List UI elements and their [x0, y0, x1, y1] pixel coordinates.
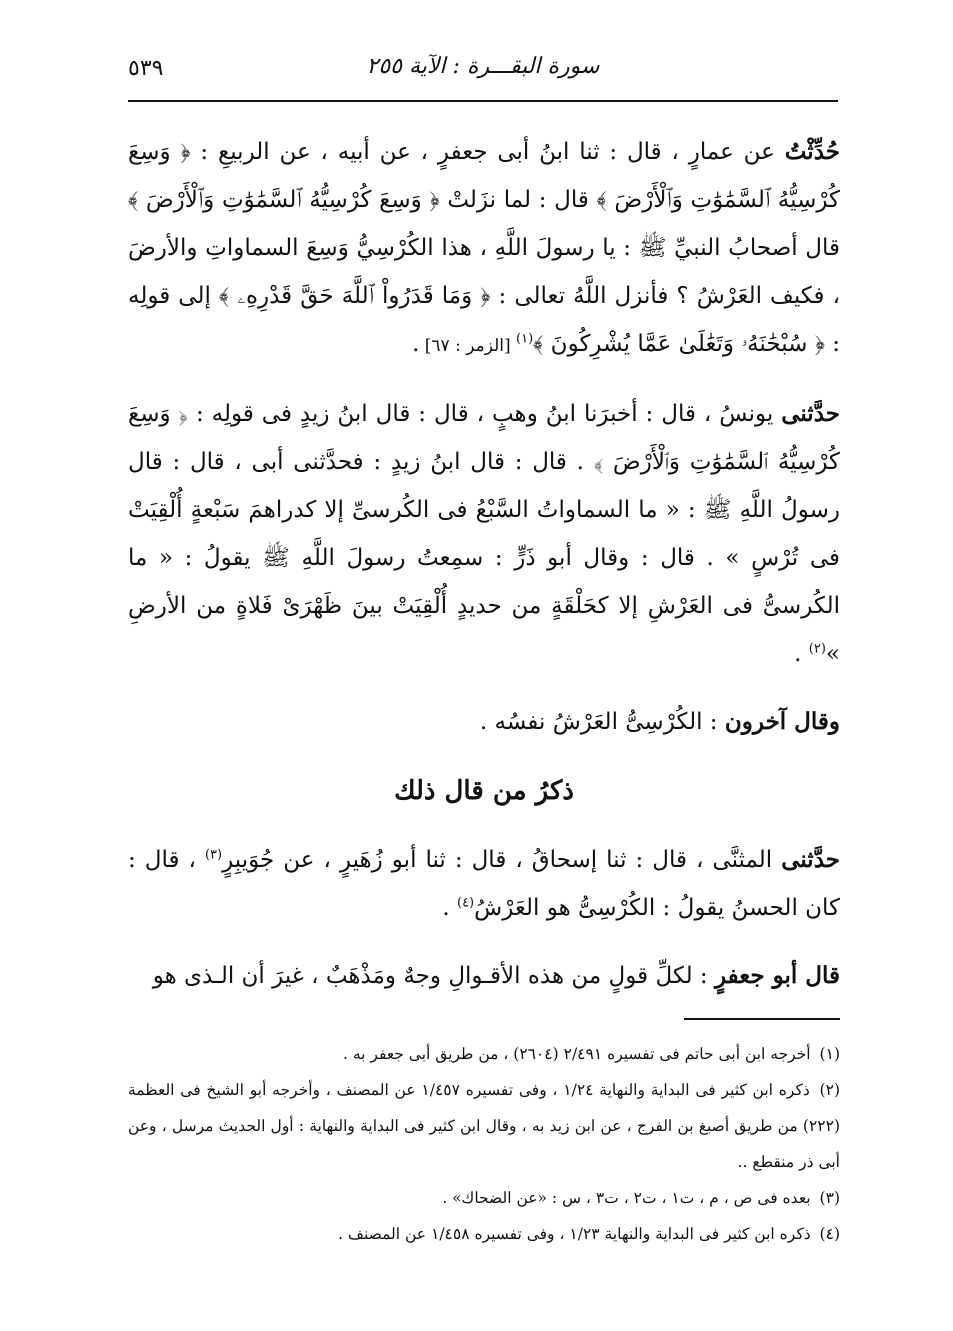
- footnote-number: (٤): [819, 1225, 840, 1243]
- paragraph-text: قال أصحابُ النبيِّ ﷺ : يا رسولَ اللَّهِ ، هذا الكُرْسِيُّ وَسِعَ السماواتِ والأرضَ ، فكيف العَرْشُ ؟ فأنزل اللَّهُ تعالى :: [128, 235, 840, 309]
- main-text: [128, 128, 840, 1020]
- quran-verse: ﴿ وَسِعَ كُرْسِيُّهُ ٱلسَّمَٰوَٰتِ وَٱلْأَرْضَ ﴾: [128, 139, 840, 213]
- footnote-text: ذكره ابن كثير فى البداية والنهاية ١/٢٣ ، وفى تفسيره ١/٤٥٨ عن المصنف .: [338, 1225, 811, 1243]
- paragraph-text: . قال : قال ابنُ زيدٍ : فحدَّثنى أبى ، قال : قال رسولُ اللَّهِ ﷺ : « ما السماواتُ السَّبْعُ فى الكُرسىِّ إلا كدراهمَ سَبْعةٍ أُلْقِيَتْ فى تُرْسٍ » . قال : وقال أبو ذَرٍّ : سمِعتُ رسولَ اللَّهِ ﷺ يقولُ : « ما الكُرسىُّ فى العَرْشِ إلا كحَلْقَةٍ من حديدٍ أُلْقِيَتْ بينَ ظَهْرَىْ فَلاةٍ من الأرضِ »: [128, 449, 840, 667]
- footnote-number: (٢): [819, 1081, 840, 1099]
- paragraph-text: المثنَّى ، قال : ثنا إسحاقُ ، قال : ثنا أبو زُهَيرٍ ، عن جُوَيبِرٍ: [222, 847, 782, 873]
- paragraph-lead: حُدِّثْتُ: [784, 138, 840, 165]
- quran-verse: ﴿ وَسِعَ كُرْسِيُّهُ ٱلسَّمَٰوَٰتِ وَٱلْأَرْضَ ﴾: [128, 187, 440, 213]
- footnote: [128, 1036, 840, 1072]
- footnote-divider: [684, 1018, 840, 1020]
- paragraph-4: [128, 836, 840, 932]
- page-header: [128, 52, 838, 92]
- paragraph-3: [128, 698, 840, 746]
- footnote-marker: (٤): [456, 895, 475, 911]
- surah-citation: [الزمر : ٦٧]: [419, 336, 517, 356]
- footnote: [128, 1216, 840, 1252]
- footnotes: [128, 1036, 840, 1252]
- footnote-marker: (١): [516, 331, 534, 347]
- paragraph-text: إلى قولِه :: [128, 283, 840, 357]
- paragraph-5: [128, 952, 840, 1000]
- footnote-number: (٣): [819, 1189, 840, 1207]
- paragraph-1: [128, 128, 840, 370]
- footnote: [128, 1180, 840, 1216]
- quran-verse: ﴿ سُبْحَٰنَهُۥ وَتَعَٰلَىٰ عَمَّا يُشْرِكُونَ ﴾: [533, 331, 825, 357]
- paragraph-text: .: [412, 331, 420, 357]
- paragraph-lead: حدَّثنى: [781, 846, 840, 873]
- running-title: سورة البقـــرة : الآية ٢٥٥: [366, 54, 600, 79]
- paragraph-text: : لكلِّ قولٍ من هذه الأقـوالِ وجهٌ ومَذْهَبٌ ، غيرَ أن الـذى هو: [152, 963, 715, 989]
- footnote-marker: (٣): [204, 847, 223, 863]
- paragraph-lead: وقال آخرون: [724, 708, 840, 735]
- paragraph-text: ، قال : كان الحسنُ يقولُ : الكُرْسِىُّ هو العَرْشُ: [128, 847, 840, 921]
- paragraph-text: عن عمارٍ ، قال : ثنا ابنُ أبى جعفرٍ ، عن أبيه ، عن الربيعِ :: [190, 139, 785, 165]
- quran-verse: ﴿ وَمَا قَدَرُواْ ٱللَّهَ حَقَّ قَدْرِهِۦ ﴾: [218, 283, 491, 309]
- paragraph-text: .: [442, 895, 457, 921]
- paragraph-lead: قال أبو جعفرٍ: [714, 962, 840, 989]
- quran-verse: ﴿ وَسِعَ كُرْسِيُّهُ ٱلسَّمَٰوَٰتِ وَٱلْأَرْضَ ﴾: [128, 401, 840, 475]
- footnote: [128, 1072, 840, 1180]
- footnote-text: أخرجه ابن أبى حاتم فى تفسيره ٢/٤٩١ (٢٦٠٤) ، من طريق أبى جعفر به .: [343, 1045, 811, 1063]
- paragraph-text: .: [794, 641, 809, 667]
- paragraph-lead: حدَّثنى: [781, 400, 840, 427]
- section-heading: ذكرُ من قال ذلك: [394, 776, 574, 806]
- paragraph-text: : الكُرْسِىُّ العَرْشُ نفسُه .: [479, 709, 725, 735]
- paragraph-text: يونسُ ، قال : أخبرَنا ابنُ وهبٍ ، قال : قال ابنُ زيدٍ فى قولِه :: [188, 401, 782, 427]
- paragraph-2: [128, 390, 840, 678]
- header-divider: [128, 100, 838, 102]
- footnote-text: بعده فى ص ، م ، ت١ ، ت٢ ، ت٣ ، س : «عن الضحاك» .: [442, 1189, 811, 1207]
- footnote-marker: (٢): [808, 641, 826, 657]
- footnote-number: (١): [819, 1045, 840, 1063]
- paragraph-text: قال : لما نزَلتْ: [439, 187, 597, 213]
- page-number: ٥٣٩: [128, 56, 164, 81]
- footnote-text: ذكره ابن كثير فى البداية والنهاية ١/٢٤ ، وفى تفسيره ١/٤٥٧ عن المصنف ، وأخرجه أبو الشيخ فى العظمة (٢٢٢) من طريق أصبغ بن الفرج ، عن ابن زيد به ، وقال ابن كثير فى البداية والنهاية : أول الحديث مرسل ، وعن أبى ذر منقطع ..: [128, 1081, 840, 1171]
